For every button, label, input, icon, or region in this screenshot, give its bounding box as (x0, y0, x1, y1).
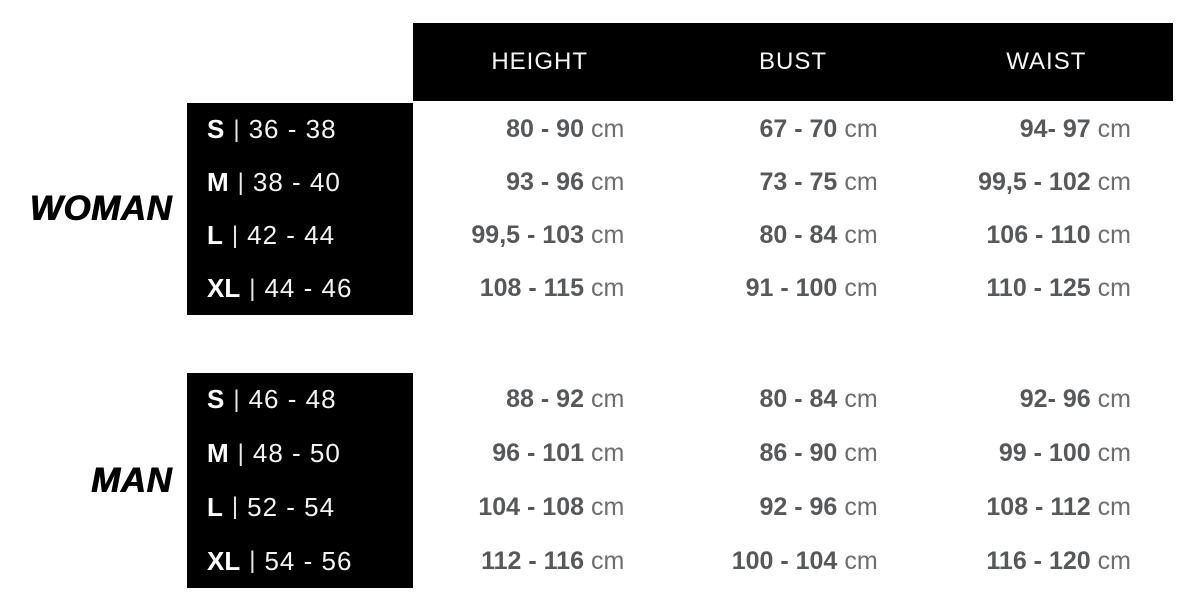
value-number: 99,5 - 102 (978, 168, 1091, 196)
value-unit: cm (1097, 221, 1131, 249)
man-section-label: MAN (90, 460, 172, 500)
value-woman-m-waist (920, 156, 1173, 209)
value-man-m-waist (920, 427, 1173, 481)
value-number: 112 - 116 (481, 546, 584, 575)
value-number: 80 - 84 (759, 221, 838, 249)
value-man-l-waist (920, 481, 1173, 535)
value-unit: cm (1097, 492, 1131, 521)
value-number: 92- 96 (1019, 385, 1091, 414)
value-unit: cm (1097, 115, 1131, 143)
value-number: 108 - 112 (986, 492, 1091, 521)
value-unit: cm (591, 385, 625, 414)
value-man-xl-bust (666, 534, 919, 588)
man-values-grid (413, 373, 1173, 588)
value-number: 80 - 84 (759, 385, 838, 414)
size-range: 54 - 56 (264, 545, 353, 576)
value-man-m-height (413, 427, 666, 481)
value-unit: cm (1097, 439, 1131, 468)
value-number: 88 - 92 (506, 385, 584, 414)
woman-size-box (187, 103, 413, 315)
value-unit: cm (1097, 168, 1131, 196)
value-unit: cm (591, 115, 625, 143)
value-unit: cm (591, 492, 625, 521)
value-number: 86 - 90 (759, 439, 838, 468)
size-separator: | (249, 547, 256, 575)
value-number: 93 - 96 (506, 168, 584, 196)
value-woman-xl-height (413, 262, 666, 315)
size-letter: S (207, 114, 225, 144)
value-unit: cm (591, 168, 625, 196)
value-number: 80 - 90 (506, 115, 584, 143)
value-unit: cm (591, 221, 625, 249)
size-letter: XL (207, 545, 241, 576)
value-man-l-height (413, 481, 666, 535)
value-number: 94- 97 (1019, 115, 1091, 143)
column-header-bust: BUST (758, 48, 827, 75)
size-letter: XL (207, 273, 241, 303)
value-unit: cm (844, 439, 878, 468)
size-letter: L (207, 491, 223, 522)
value-unit: cm (844, 274, 878, 302)
size-range: 36 - 38 (248, 114, 337, 144)
size-separator: | (231, 493, 239, 521)
value-number: 96 - 101 (492, 439, 584, 468)
size-separator: | (233, 115, 240, 143)
value-unit: cm (591, 546, 625, 575)
value-number: 91 - 100 (745, 274, 838, 302)
value-man-m-bust (666, 427, 919, 481)
column-header-bar (413, 23, 1173, 101)
value-number: 73 - 75 (759, 168, 838, 196)
value-unit: cm (844, 492, 878, 521)
size-label-man-l (207, 481, 413, 535)
size-separator: | (237, 168, 244, 196)
size-range: 42 - 44 (247, 220, 336, 250)
value-unit: cm (591, 274, 625, 302)
size-range: 44 - 46 (264, 273, 353, 303)
size-letter: S (207, 384, 225, 415)
size-range: 38 - 40 (252, 167, 341, 197)
value-number: 108 - 115 (479, 274, 584, 302)
value-unit: cm (844, 546, 878, 575)
value-number: 106 - 110 (986, 221, 1091, 249)
column-header-height: HEIGHT (491, 48, 588, 75)
man-size-box (187, 373, 413, 588)
value-number: 99 - 100 (998, 439, 1091, 468)
size-range: 48 - 50 (252, 438, 341, 469)
value-woman-m-height (413, 156, 666, 209)
size-label-woman-s (207, 103, 413, 156)
value-number: 116 - 120 (986, 546, 1091, 575)
size-label-woman-m (207, 156, 413, 209)
size-label-woman-xl (207, 262, 413, 315)
size-letter: M (207, 167, 229, 197)
value-man-s-bust (666, 373, 919, 427)
size-letter: M (207, 438, 229, 469)
value-unit: cm (844, 168, 878, 196)
value-man-s-waist (920, 373, 1173, 427)
value-woman-l-height (413, 209, 666, 262)
size-letter: L (207, 220, 223, 250)
value-number: 104 - 108 (478, 492, 584, 521)
value-unit: cm (844, 385, 878, 414)
value-number: 110 - 125 (986, 274, 1091, 302)
value-woman-xl-waist (920, 262, 1173, 315)
value-unit: cm (1097, 274, 1131, 302)
value-unit: cm (844, 115, 878, 143)
value-woman-l-waist (920, 209, 1173, 262)
woman-section-label: WOMAN (29, 189, 172, 228)
value-unit: cm (844, 221, 878, 249)
value-woman-m-bust (666, 156, 919, 209)
size-separator: | (237, 439, 244, 467)
value-woman-xl-bust (666, 262, 919, 315)
size-label-woman-l (207, 209, 413, 262)
size-range: 52 - 54 (247, 491, 336, 522)
value-man-s-height (413, 373, 666, 427)
size-label-man-s (207, 373, 413, 427)
value-number: 100 - 104 (731, 546, 838, 575)
value-number: 92 - 96 (759, 492, 838, 521)
size-label-man-xl (207, 534, 413, 588)
value-unit: cm (1097, 385, 1131, 414)
size-label-man-m (207, 427, 413, 481)
size-separator: | (231, 221, 239, 249)
size-separator: | (233, 385, 240, 413)
woman-values-grid (413, 103, 1173, 315)
value-unit: cm (1097, 546, 1131, 575)
value-woman-s-height (413, 103, 666, 156)
value-woman-s-waist (920, 103, 1173, 156)
value-woman-l-bust (666, 209, 919, 262)
value-man-l-bust (666, 481, 919, 535)
size-separator: | (249, 274, 256, 302)
value-number: 99,5 - 103 (471, 221, 584, 249)
value-woman-s-bust (666, 103, 919, 156)
value-man-xl-waist (920, 534, 1173, 588)
value-number: 67 - 70 (759, 115, 838, 143)
size-range: 46 - 48 (248, 384, 337, 415)
column-header-waist: WAIST (1006, 48, 1087, 75)
value-unit: cm (591, 439, 625, 468)
value-man-xl-height (413, 534, 666, 588)
